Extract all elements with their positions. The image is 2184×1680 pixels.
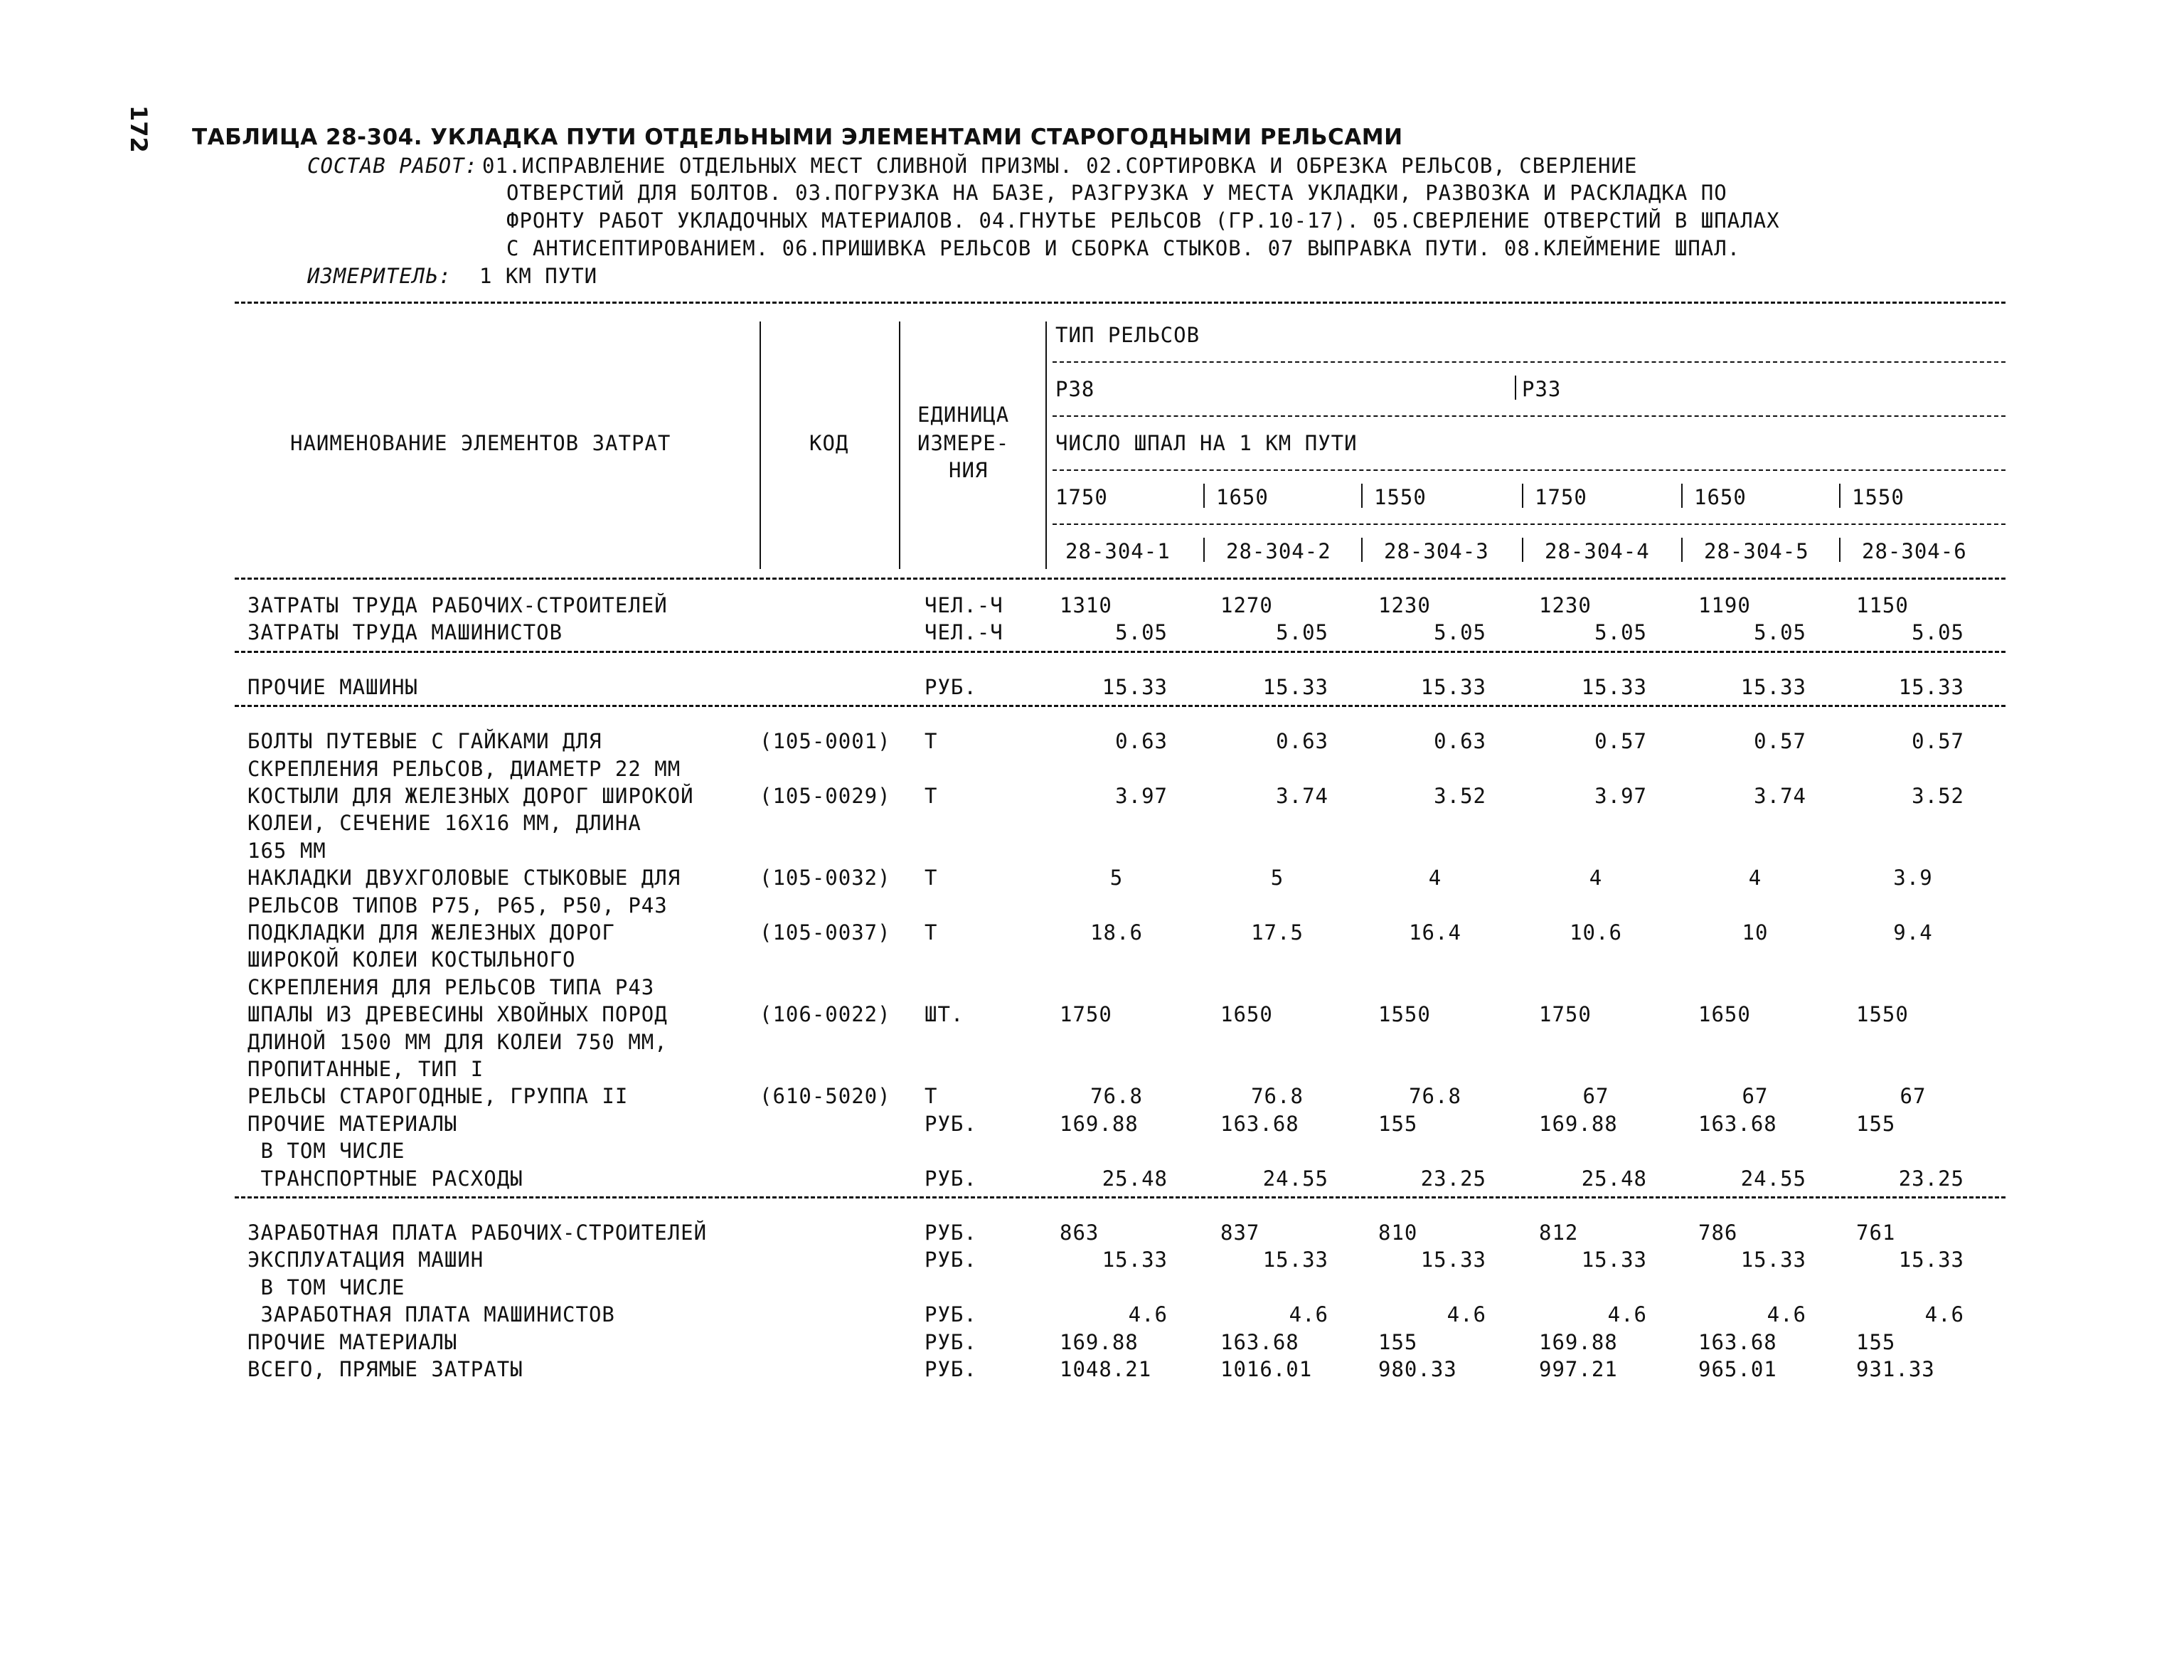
cell-value: 812 — [1539, 1221, 1579, 1245]
header-divider — [1839, 484, 1841, 508]
cell-value: 67 — [1582, 1084, 1609, 1109]
header-divider — [1361, 484, 1363, 508]
cell-value: 1270 — [1220, 593, 1273, 617]
row-name: ДЛИНОЙ 1500 ММ ДЛЯ КОЛЕИ 750 ММ, — [247, 1029, 668, 1054]
column-code: 28-304-3 — [1384, 539, 1489, 563]
cell-value: 5.05 — [1594, 620, 1647, 645]
cell-value: 9.4 — [1893, 920, 1933, 945]
row-name: ВСЕГО, ПРЯМЫЕ ЗАТРАТЫ — [247, 1357, 523, 1381]
cell-value: 1190 — [1698, 593, 1751, 617]
cell-value: 1230 — [1539, 593, 1592, 617]
cell-value: 863 — [1060, 1221, 1099, 1245]
work-line-1: 01.ИСПРАВЛЕНИЕ ОТДЕЛЬНЫХ МЕСТ СЛИВНОЙ ПРИЗМЫ. 02.СОРТИРОВКА И ОБРЕЗКА РЕЛЬСОВ, СВЕРЛЕНИЕ — [482, 154, 1638, 178]
cell-value: 5 — [1109, 866, 1124, 890]
cell-value: 15.33 — [1898, 674, 1964, 699]
cell-value: 931.33 — [1856, 1357, 1935, 1381]
cell-value: 25.48 — [1102, 1166, 1168, 1191]
table-top-rule — [235, 302, 2005, 304]
cell-value: 1750 — [1060, 1002, 1112, 1027]
cell-value: 810 — [1378, 1221, 1418, 1245]
cell-value: 1550 — [1378, 1002, 1431, 1027]
cell-value: 0.57 — [1594, 729, 1647, 754]
cell-value: 155 — [1378, 1111, 1418, 1136]
cell-value: 163.68 — [1220, 1111, 1299, 1136]
cell-value: 837 — [1220, 1221, 1260, 1245]
row-unit: ЧЕЛ.-Ч — [925, 593, 1003, 617]
row-name: ПОДКЛАДКИ ДЛЯ ЖЕЛЕЗНЫХ ДОРОГ — [247, 920, 615, 945]
header-rail-p33: Р33 — [1522, 377, 1562, 401]
row-name: ШИРОКОЙ КОЛЕИ КОСТЫЛЬНОГО — [247, 947, 576, 972]
cell-value: 0.57 — [1754, 729, 1806, 754]
row-unit: РУБ. — [925, 674, 977, 699]
cell-value: 155 — [1378, 1329, 1418, 1354]
cell-value: 980.33 — [1378, 1357, 1457, 1381]
sleeper-count: 1650 — [1694, 485, 1747, 509]
cell-value: 3.52 — [1434, 784, 1486, 808]
row-name: ПРОПИТАННЫЕ, ТИП I — [247, 1057, 484, 1081]
row-code: (105-0001) — [760, 729, 891, 754]
cell-value: 4.6 — [1767, 1302, 1806, 1327]
cell-value: 16.4 — [1409, 920, 1461, 945]
row-name: КОСТЫЛИ ДЛЯ ЖЕЛЕЗНЫХ ДОРОГ ШИРОКОЙ — [247, 784, 694, 808]
cell-value: 3.97 — [1594, 784, 1647, 808]
cell-value: 0.63 — [1276, 729, 1328, 754]
row-code: (106-0022) — [760, 1002, 891, 1027]
cell-value: 5.05 — [1754, 620, 1806, 645]
cell-value: 18.6 — [1090, 920, 1143, 945]
row-name: РЕЛЬСОВ ТИПОВ Р75, Р65, Р50, Р43 — [247, 893, 668, 918]
header-rule — [1053, 469, 2005, 471]
row-unit: РУБ. — [925, 1357, 977, 1381]
cell-value: 5.05 — [1276, 620, 1328, 645]
header-divider — [1203, 538, 1205, 562]
cell-value: 76.8 — [1251, 1084, 1304, 1109]
cell-value: 0.63 — [1115, 729, 1168, 754]
row-name: НАКЛАДКИ ДВУХГОЛОВЫЕ СТЫКОВЫЕ ДЛЯ — [247, 866, 681, 890]
cell-value: 4 — [1748, 866, 1762, 890]
cell-value: 169.88 — [1539, 1329, 1618, 1354]
header-divider — [1839, 538, 1841, 562]
cell-value: 761 — [1856, 1221, 1896, 1245]
row-name: БОЛТЫ ПУТЕВЫЕ С ГАЙКАМИ ДЛЯ — [247, 729, 602, 754]
cell-value: 10 — [1742, 920, 1769, 945]
cell-value: 3.74 — [1754, 784, 1806, 808]
cell-value: 4.6 — [1607, 1302, 1647, 1327]
cell-value: 1650 — [1220, 1002, 1273, 1027]
row-unit: ЧЕЛ.-Ч — [925, 620, 1003, 645]
cell-value: 0.57 — [1912, 729, 1964, 754]
cell-value: 1750 — [1539, 1002, 1592, 1027]
row-name: 165 ММ — [247, 838, 326, 863]
row-unit: Т — [925, 729, 938, 754]
cell-value: 155 — [1856, 1111, 1896, 1136]
row-name: ПРОЧИЕ МАШИНЫ — [247, 674, 418, 699]
header-rule — [1053, 361, 2005, 363]
header-rail-p38: Р38 — [1055, 377, 1095, 401]
cell-value: 15.33 — [1102, 1248, 1168, 1272]
cell-value: 15.33 — [1420, 1248, 1486, 1272]
header-divider — [760, 321, 761, 569]
row-name: ЗАРАБОТНАЯ ПЛАТА МАШИНИСТОВ — [247, 1302, 615, 1327]
work-line-2: ОТВЕРСТИЙ ДЛЯ БОЛТОВ. 03.ПОГРУЗКА НА БАЗЕ, РАЗГРУЗКА У МЕСТА УКЛАДКИ, РАЗВОЗКА И РАСКЛАДКА ПО — [506, 181, 1727, 205]
row-name: ПРОЧИЕ МАТЕРИАЛЫ — [247, 1111, 458, 1136]
row-name: ПРОЧИЕ МАТЕРИАЛЫ — [247, 1329, 458, 1354]
cell-value: 1550 — [1856, 1002, 1909, 1027]
row-unit: Т — [925, 784, 938, 808]
row-name: В ТОМ ЧИСЛЕ — [247, 1139, 405, 1164]
cell-value: 67 — [1742, 1084, 1769, 1109]
cell-value: 15.33 — [1581, 1248, 1647, 1272]
row-name: РЕЛЬСЫ СТАРОГОДНЫЕ, ГРУППА II — [247, 1084, 629, 1109]
header-rule — [1053, 523, 2005, 525]
work-line-3: ФРОНТУ РАБОТ УКЛАДОЧНЫХ МАТЕРИАЛОВ. 04.ГНУТЬЕ РЕЛЬСОВ (ГР.10-17). 05.СВЕРЛЕНИЕ ОТВЕРСТИЙ В ШПАЛАХ — [506, 208, 1780, 233]
cell-value: 786 — [1698, 1221, 1738, 1245]
cell-value: 76.8 — [1090, 1084, 1143, 1109]
section-rule — [235, 651, 2005, 653]
header-divider — [1522, 538, 1523, 562]
sleeper-count: 1550 — [1374, 485, 1427, 509]
cell-value: 15.33 — [1581, 674, 1647, 699]
section-rule — [235, 1196, 2005, 1198]
row-code: (105-0032) — [760, 866, 891, 890]
header-rail-type: ТИП РЕЛЬСОВ — [1055, 323, 1200, 347]
cell-value: 169.88 — [1060, 1329, 1139, 1354]
cell-value: 1310 — [1060, 593, 1112, 617]
header-bottom-rule — [235, 578, 2005, 580]
cell-value: 965.01 — [1698, 1357, 1777, 1381]
row-unit: РУБ. — [925, 1248, 977, 1272]
row-unit: РУБ. — [925, 1221, 977, 1245]
cell-value: 4.6 — [1128, 1302, 1168, 1327]
cell-value: 15.33 — [1898, 1248, 1964, 1272]
cell-value: 23.25 — [1898, 1166, 1964, 1191]
cell-value: 3.52 — [1912, 784, 1964, 808]
cell-value: 5.05 — [1434, 620, 1486, 645]
row-unit: Т — [925, 920, 938, 945]
cell-value: 1650 — [1698, 1002, 1751, 1027]
row-name: СКРЕПЛЕНИЯ РЕЛЬСОВ, ДИАМЕТР 22 ММ — [247, 756, 681, 781]
header-divider — [1681, 484, 1683, 508]
cell-value: 4 — [1589, 866, 1603, 890]
cell-value: 0.63 — [1434, 729, 1486, 754]
cell-value: 3.9 — [1893, 866, 1933, 890]
work-composition-label: СОСТАВ РАБОТ: — [307, 154, 478, 178]
header-divider — [1522, 484, 1523, 508]
cell-value: 10.6 — [1570, 920, 1622, 945]
cell-value: 1150 — [1856, 593, 1909, 617]
sleeper-count: 1650 — [1216, 485, 1269, 509]
header-unit-3: НИЯ — [949, 458, 989, 482]
cell-value: 4.6 — [1924, 1302, 1964, 1327]
cell-value: 15.33 — [1262, 1248, 1328, 1272]
section-rule — [235, 705, 2005, 707]
cell-value: 163.68 — [1698, 1329, 1777, 1354]
work-line-4: С АНТИСЕПТИРОВАНИЕМ. 06.ПРИШИВКА РЕЛЬСОВ И СБОРКА СТЫКОВ. 07 ВЫПРАВКА ПУТИ. 08.КЛЕЙМЕНИЕ ШПАЛ. — [506, 236, 1741, 260]
cell-value: 76.8 — [1409, 1084, 1461, 1109]
header-unit-2: ИЗМЕРЕ- — [917, 431, 1010, 455]
cell-value: 1230 — [1378, 593, 1431, 617]
header-divider — [1681, 538, 1683, 562]
column-code: 28-304-5 — [1704, 539, 1809, 563]
cell-value: 15.33 — [1420, 674, 1486, 699]
column-code: 28-304-6 — [1862, 539, 1967, 563]
header-name: НАИМЕНОВАНИЕ ЭЛЕМЕНТОВ ЗАТРАТ — [290, 431, 671, 455]
header-code: КОД — [809, 431, 849, 455]
row-name: ЗАТРАТЫ ТРУДА МАШИНИСТОВ — [247, 620, 563, 645]
row-unit: РУБ. — [925, 1111, 977, 1136]
cell-value: 997.21 — [1539, 1357, 1618, 1381]
measure-label: ИЗМЕРИТЕЛЬ: — [307, 264, 452, 288]
cell-value: 5.05 — [1912, 620, 1964, 645]
sleeper-count: 1750 — [1055, 485, 1108, 509]
table-title: ТАБЛИЦА 28-304. УКЛАДКА ПУТИ ОТДЕЛЬНЫМИ ЭЛЕМЕНТАМИ СТАРОГОДНЫМИ РЕЛЬСАМИ — [192, 124, 1403, 150]
cell-value: 155 — [1856, 1329, 1896, 1354]
row-code: (105-0029) — [760, 784, 891, 808]
header-divider — [1361, 538, 1363, 562]
cell-value: 163.68 — [1220, 1329, 1299, 1354]
cell-value: 15.33 — [1102, 674, 1168, 699]
row-code: (105-0037) — [760, 920, 891, 945]
cell-value: 15.33 — [1740, 674, 1806, 699]
row-unit: ШТ. — [925, 1002, 964, 1027]
row-name: ТРАНСПОРТНЫЕ РАСХОДЫ — [247, 1166, 523, 1191]
cell-value: 4.6 — [1289, 1302, 1328, 1327]
cell-value: 169.88 — [1060, 1111, 1139, 1136]
header-divider — [899, 321, 900, 569]
cell-value: 5 — [1270, 866, 1284, 890]
header-sleepers: ЧИСЛО ШПАЛ НА 1 КМ ПУТИ — [1055, 431, 1358, 455]
row-name: ШПАЛЫ ИЗ ДРЕВЕСИНЫ ХВОЙНЫХ ПОРОД — [247, 1002, 668, 1027]
row-name: В ТОМ ЧИСЛЕ — [247, 1275, 405, 1299]
column-code: 28-304-4 — [1545, 539, 1650, 563]
header-rule — [1053, 415, 2005, 417]
cell-value: 169.88 — [1539, 1111, 1618, 1136]
cell-value: 24.55 — [1262, 1166, 1328, 1191]
row-name: СКРЕПЛЕНИЯ ДЛЯ РЕЛЬСОВ ТИПА Р43 — [247, 974, 655, 999]
column-code: 28-304-1 — [1065, 539, 1171, 563]
cell-value: 3.97 — [1115, 784, 1168, 808]
cell-value: 15.33 — [1262, 674, 1328, 699]
row-unit: РУБ. — [925, 1329, 977, 1354]
page-number: 172 — [125, 105, 152, 153]
row-unit: Т — [925, 866, 938, 890]
cell-value: 17.5 — [1251, 920, 1304, 945]
row-unit: Т — [925, 1084, 938, 1109]
row-name: ЗАРАБОТНАЯ ПЛАТА РАБОЧИХ-СТРОИТЕЛЕЙ — [247, 1221, 708, 1245]
cell-value: 23.25 — [1420, 1166, 1486, 1191]
cell-value: 25.48 — [1581, 1166, 1647, 1191]
cell-value: 24.55 — [1740, 1166, 1806, 1191]
measure-value: 1 КМ ПУТИ — [479, 264, 598, 288]
header-divider — [1045, 321, 1047, 569]
cell-value: 4 — [1428, 866, 1442, 890]
row-name: КОЛЕИ, СЕЧЕНИЕ 16Х16 ММ, ДЛИНА — [247, 811, 641, 836]
cell-value: 15.33 — [1740, 1248, 1806, 1272]
row-code: (610-5020) — [760, 1084, 891, 1109]
header-unit-1: ЕДИНИЦА — [917, 403, 1010, 427]
header-divider — [1515, 376, 1516, 400]
header-divider — [1203, 484, 1205, 508]
sleeper-count: 1550 — [1852, 485, 1905, 509]
cell-value: 163.68 — [1698, 1111, 1777, 1136]
row-unit: РУБ. — [925, 1166, 977, 1191]
cell-value: 4.6 — [1447, 1302, 1486, 1327]
cell-value: 1048.21 — [1060, 1357, 1152, 1381]
cell-value: 5.05 — [1115, 620, 1168, 645]
cell-value: 1016.01 — [1220, 1357, 1313, 1381]
column-code: 28-304-2 — [1226, 539, 1331, 563]
sleeper-count: 1750 — [1535, 485, 1587, 509]
row-name: ЭКСПЛУАТАЦИЯ МАШИН — [247, 1248, 484, 1272]
row-unit: РУБ. — [925, 1302, 977, 1327]
row-name: ЗАТРАТЫ ТРУДА РАБОЧИХ-СТРОИТЕЛЕЙ — [247, 593, 668, 617]
cell-value: 67 — [1900, 1084, 1927, 1109]
cell-value: 3.74 — [1276, 784, 1328, 808]
